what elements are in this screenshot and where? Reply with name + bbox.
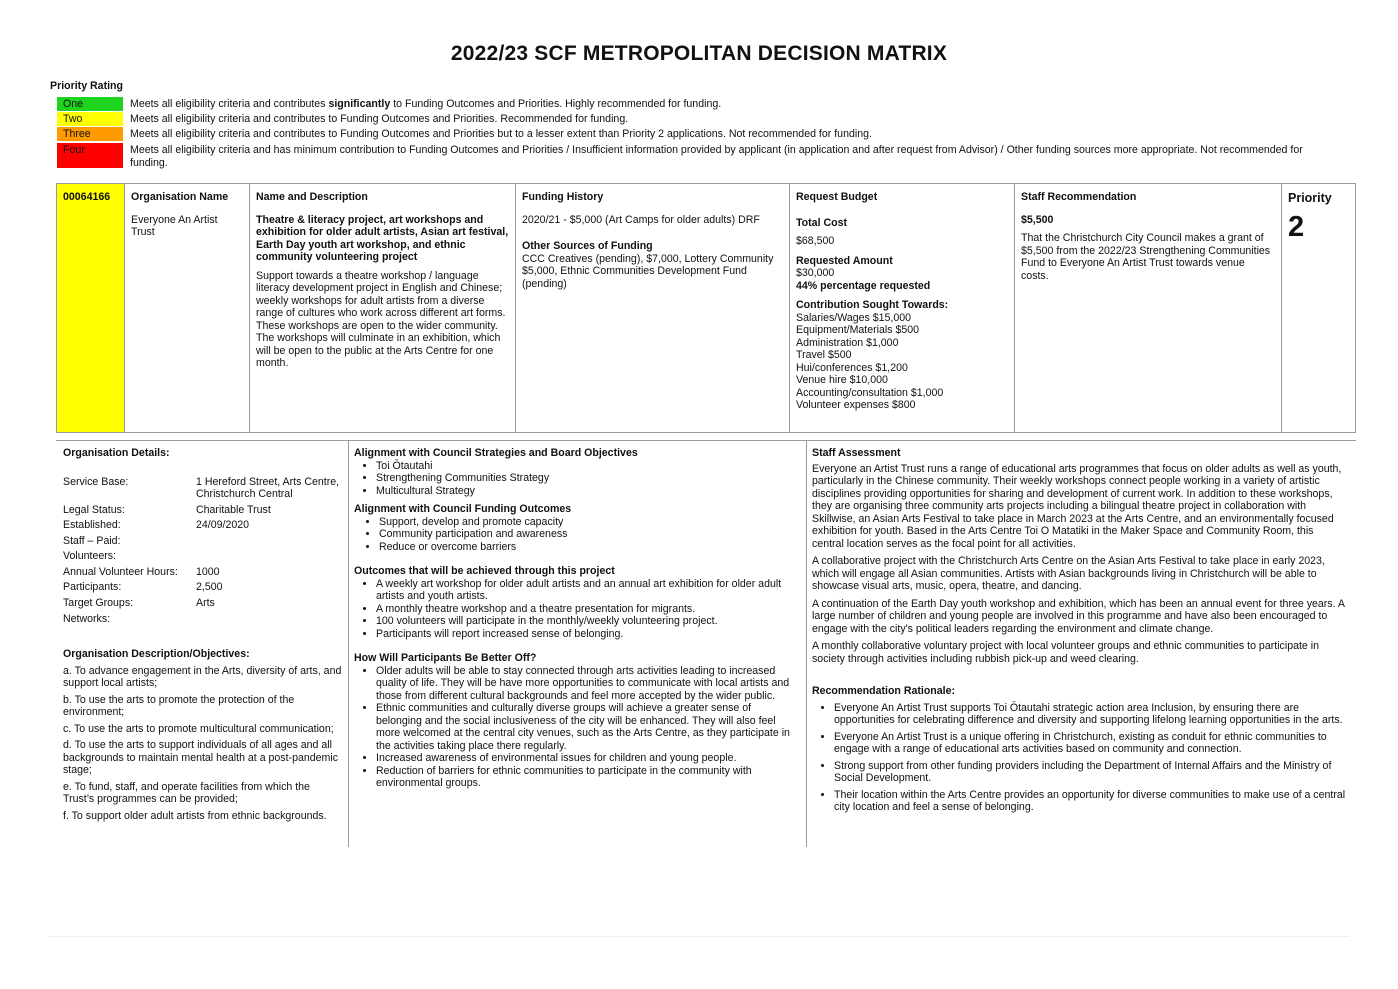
detail-label: Staff – Paid: — [63, 534, 121, 547]
staff-assessment-paragraphs — [812, 463, 1348, 666]
priority-description-text: to Funding Outcomes and Priorities. Highly recommended for funding. — [390, 98, 722, 110]
priority-level-2 — [57, 112, 1317, 126]
organisation-cell — [125, 184, 250, 432]
application-id: 00064166 — [63, 191, 111, 203]
requested-amount-label: Requested Amount — [796, 254, 893, 267]
project-description: Support towards a theatre workshop / language literacy development project in English and Chinese; weekly workshops for adult artists from a diverse range of cultures who work across different art forms. These workshops are open to the wider community. The workshops will culminate in an exhibition, which will be open to the public at the Arts Centre for one month. — [256, 269, 506, 369]
better-off-heading: How Will Participants Be Better Off? — [354, 652, 537, 664]
project-title: Theatre & literacy project, art workshops and exhibition for older adult artists, Asian art festival, Earth Day youth art workshop, and ethnic community volunteering project — [256, 213, 509, 263]
objectives-heading: Organisation Description/Objectives: — [63, 648, 250, 661]
objective-item: c. To use the arts to promote multicultural communication; — [63, 722, 334, 735]
better-off-item: • Increased awareness of environmental issues for children and young people. — [376, 752, 794, 765]
priority-description — [130, 144, 1317, 169]
contribution-item: Administration $1,000 — [796, 336, 899, 349]
priority-swatch: One — [57, 97, 123, 111]
requested-amount: $30,000 — [796, 267, 835, 279]
priority-description-text: Meets all eligibility criteria and has minimum contribution to Funding Outcomes and Priorities / Insufficient information provided by applicant (in application and after request from Advisor) / Other funding sources more appropriate. Not recommended for funding. — [130, 144, 1303, 169]
objective-item: b. To use the arts to promote the protection of the environment; — [63, 693, 295, 719]
organisation-details — [63, 447, 343, 826]
application-table — [56, 183, 1356, 433]
application-id-cell — [57, 184, 125, 432]
contribution-item: Accounting/consultation $1,000 — [796, 386, 944, 399]
total-cost: $68,500 — [796, 235, 835, 247]
staff-recommended-amount: $5,500 — [1021, 213, 1054, 226]
achieved-outcome-item: • Participants will report increased sense of belonging. — [376, 628, 794, 641]
contribution-item: Travel $500 — [796, 349, 852, 361]
other-sources-heading: Other Sources of Funding — [522, 240, 653, 252]
section-divider — [56, 440, 1356, 441]
description-heading: Name and Description — [256, 191, 368, 203]
staff-assessment-heading: Staff Assessment — [812, 447, 901, 459]
detail-label: Target Groups: — [63, 597, 134, 610]
strategies-list — [354, 460, 794, 498]
objective-item: e. To fund, staff, and operate facilities from which the Trust’s programmes can be provided; — [63, 780, 310, 806]
priority-level-4 — [57, 143, 1317, 168]
detail-value: 2,500 — [196, 581, 223, 594]
page-title: 2022/23 SCF METROPOLITAN DECISION MATRIX — [450, 42, 948, 65]
rationale-heading: Recommendation Rationale: — [812, 685, 956, 697]
better-off-list — [354, 665, 794, 790]
detail-label: Participants: — [63, 581, 122, 594]
priority-description — [130, 98, 1317, 111]
priority-swatch: Four — [57, 143, 123, 168]
strategy-item: • Strengthening Communities Strategy — [376, 472, 794, 485]
detail-row — [63, 519, 343, 535]
strategy-item: • Multicultural Strategy — [376, 485, 794, 498]
achieved-outcomes-list — [354, 578, 794, 641]
organisation-name-heading: Organisation Name — [131, 191, 229, 203]
rationale-item: • Everyone An Artist Trust is a unique offering in Christchurch, existing as conduit for ethnic communities to engage with a range of educational arts activities based on community and connection. — [834, 731, 1348, 756]
request-budget-cell — [790, 184, 1015, 432]
priority-rating-heading: Priority Rating — [50, 80, 123, 92]
contribution-item: Salaries/Wages $15,000 — [796, 311, 912, 324]
assessment-paragraph: A collaborative project with the Christchurch Arts Centre on the Asian Arts Festival to take place in early 2023, which will engage all Asian communities. Artists with Asian backgrounds living in Christchurch will be able to showcase visual arts, music, opera, theatre, and dancing. — [812, 555, 1325, 592]
percentage-requested: 44% percentage requested — [796, 279, 931, 292]
detail-row — [63, 504, 343, 520]
staff-recommendation-heading: Staff Recommendation — [1021, 191, 1137, 203]
detail-label: Established: — [63, 519, 121, 532]
footer-rule — [48, 936, 1350, 937]
organisation-name: Everyone An Artist Trust — [131, 213, 218, 238]
contribution-list — [796, 312, 1008, 412]
achieved-outcome-item: • 100 volunteers will participate in the monthly/weekly volunteering project. — [376, 615, 794, 628]
contribution-item: Hui/conferences $1,200 — [796, 361, 908, 374]
priority-value: 2 — [1288, 210, 1305, 243]
staff-recommendation-cell — [1015, 184, 1282, 432]
funding-history: 2020/21 - $5,000 (Art Camps for older adults) DRF — [522, 213, 760, 226]
detail-label: Service Base: — [63, 475, 129, 488]
detail-label: Networks: — [63, 612, 111, 625]
rationale-list — [812, 702, 1348, 814]
achieved-outcome-item: • A monthly theatre workshop and a theatre presentation for migrants. — [376, 603, 794, 616]
funding-outcome-item: • Community participation and awareness — [379, 528, 794, 541]
detail-value: Charitable Trust — [196, 503, 271, 516]
objective-item: a. To advance engagement in the Arts, diversity of arts, and support local artists; — [63, 664, 342, 690]
funding-history-cell — [516, 184, 790, 432]
priority-description — [130, 128, 1317, 141]
priority-level-3 — [57, 127, 1317, 141]
other-sources: CCC Creatives (pending), $7,000, Lottery Community $5,000, Ethnic Communities Development Fund (pending) — [522, 252, 774, 290]
detail-value: 1000 — [196, 565, 220, 578]
contribution-item: Venue hire $10,000 — [796, 374, 888, 386]
detail-value: 24/09/2020 — [196, 519, 250, 532]
rationale-item: • Their location within the Arts Centre provides an opportunity for diverse communities to make use of a central city location and feel a sense of belonging. — [834, 789, 1348, 814]
objective-item: f. To support older adult artists from ethnic backgrounds. — [63, 809, 327, 822]
staff-assessment-section — [812, 447, 1348, 818]
detail-value: Arts — [196, 597, 215, 610]
contribution-item: Equipment/Materials $500 — [796, 324, 920, 336]
priority-swatch: Three — [57, 127, 123, 141]
objectives-list — [63, 665, 343, 823]
detail-row — [63, 597, 343, 613]
staff-recommendation-text: That the Christchurch City Council makes a grant of $5,500 from the 2022/23 Strengthening Communities Fund to Everyone An Artist Trust towards venue costs. — [1021, 232, 1271, 282]
contribution-item: Volunteer expenses $800 — [796, 399, 916, 411]
priority-swatch: Two — [57, 112, 123, 126]
priority-description — [130, 113, 1317, 126]
alignment-section — [354, 447, 794, 790]
description-cell — [250, 184, 516, 432]
achieved-outcomes-heading: Outcomes that will be achieved through this project — [354, 565, 615, 577]
detail-label: Volunteers: — [63, 550, 117, 563]
priority-description-text: Meets all eligibility criteria and contributes — [130, 98, 329, 110]
funding-outcomes-heading: Alignment with Council Funding Outcomes — [354, 503, 572, 515]
achieved-outcome-item: • A weekly art workshop for older adult artists and an annual art exhibition for older adult artists and youth artists. — [376, 578, 794, 603]
detail-label: Legal Status: — [63, 503, 125, 516]
detail-row — [63, 566, 343, 582]
priority-description-text: Meets all eligibility criteria and contributes to Funding Outcomes and Priorities but to a lesser extent than Priority 2 applications. Not recommended for funding. — [130, 128, 872, 140]
funding-outcomes-list — [354, 516, 794, 554]
detail-row — [63, 550, 343, 566]
funding-outcome-item: • Reduce or overcome barriers — [379, 541, 794, 554]
rationale-item: • Everyone An Artist Trust supports Toi Ōtautahi strategic action area Inclusion, by ensuring there are opportunities for celebrating difference and diversity and supporting lifelong learning opportunities in the arts. — [834, 702, 1348, 727]
column-divider — [806, 441, 807, 847]
detail-row — [63, 476, 343, 504]
priority-cell — [1282, 184, 1355, 432]
priority-description-text: Meets all eligibility criteria and contributes to Funding Outcomes and Priorities. Recommended for funding. — [130, 113, 629, 125]
better-off-item: • Reduction of barriers for ethnic communities to participate in the community with environmental groups. — [376, 765, 794, 790]
assessment-paragraph: A continuation of the Earth Day youth workshop and exhibition, which has been an annual event for three years. A large number of children and young people are involved in this programme and have also been encouraged to engage with the city's political leaders regarding the environment and climate change. — [812, 597, 1345, 635]
assessment-paragraph: Everyone an Artist Trust runs a range of educational arts programmes that focus on older adults as well as youth, particularly in the Chinese community. Their weekly workshops connect people working in a variety of artistic disciplines providing opportunities for sharing and development of current work. In addition to these workshops, they are organising three community arts projects including a bilingual theatre project in collaboration with Skillwise, an Asian Arts Festival to take place in March 2023 at the Arts Centre, and an environmentally focused exhibition for youth. Based in the Arts Centre Toi O Matatiki in the Maker Space and Community Room, this central location serves as the focal point for all activities. — [812, 462, 1342, 550]
detail-label: Annual Volunteer Hours: — [63, 565, 178, 578]
detail-value: 1 Hereford Street, Arts Centre, Christchurch Central — [196, 475, 340, 500]
strategy-item: • Toi Ōtautahi — [376, 460, 794, 473]
organisation-details-list — [63, 476, 343, 629]
organisation-details-heading: Organisation Details: — [63, 447, 170, 459]
objective-item: d. To use the arts to support individuals of all ages and all backgrounds to maintain mental health at a post-pandemic stage; — [63, 739, 339, 777]
priority-level-1 — [57, 97, 1317, 111]
detail-row — [63, 535, 343, 551]
request-budget-heading: Request Budget — [796, 191, 878, 203]
priority-heading: Priority — [1288, 191, 1332, 205]
rationale-item: • Strong support from other funding providers including the Department of Internal Affairs and the Ministry of Social Development. — [834, 760, 1348, 785]
total-cost-label: Total Cost — [796, 216, 848, 229]
detail-row — [63, 613, 343, 629]
assessment-paragraph: A monthly collaborative voluntary project with local volunteer groups and ethnic communities to participate in society through activities including rubbish pick-up and weed clearing. — [812, 640, 1319, 665]
funding-outcome-item: • Support, develop and promote capacity — [379, 516, 794, 529]
detail-row — [63, 581, 343, 597]
priority-description-emphasis: significantly — [328, 98, 391, 110]
contribution-heading: Contribution Sought Towards: — [796, 299, 949, 311]
better-off-item: • Ethnic communities and culturally diverse groups will achieve a greater sense of belonging and the social inclusiveness of the city will be enhanced. They will also feel more welcomed at the central city venues, such as the Arts Centre, as they participate in the activities taking place there regularly. — [376, 702, 794, 752]
better-off-item: • Older adults will be able to stay connected through arts activities leading to increased quality of life. They will be have more opportunities to communicate with local artists and those from different cultural backgrounds and feel more accepted by the wider public. — [376, 665, 794, 703]
funding-history-heading: Funding History — [522, 191, 604, 203]
strategies-heading: Alignment with Council Strategies and Board Objectives — [354, 447, 638, 459]
column-divider — [348, 441, 349, 847]
